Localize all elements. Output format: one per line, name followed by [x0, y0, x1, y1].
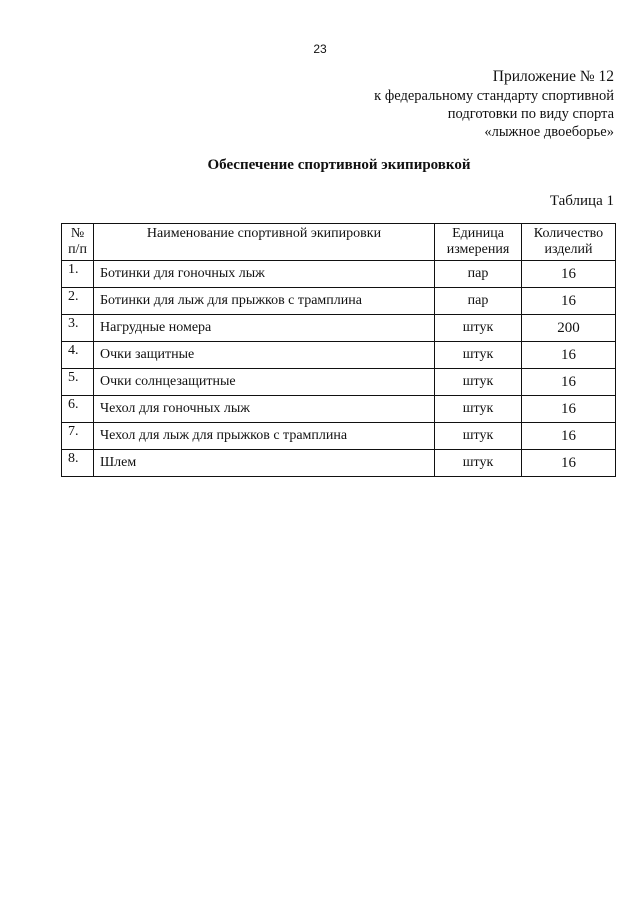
row-unit: штук — [435, 315, 522, 342]
appendix-number: Приложение № 12 — [492, 68, 614, 85]
row-name: Нагрудные номера — [94, 315, 435, 342]
row-number: 8. — [62, 450, 94, 477]
row-name: Шлем — [94, 450, 435, 477]
row-quantity: 16 — [522, 369, 616, 396]
row-unit: штук — [435, 450, 522, 477]
row-unit: штук — [435, 369, 522, 396]
header-number — [62, 224, 94, 261]
row-name: Чехол для лыж для прыжков с трамплина — [94, 423, 435, 450]
row-name: Ботинки для лыж для прыжков с трамплина — [94, 288, 435, 315]
row-number: 1. — [62, 261, 94, 288]
row-quantity: 200 — [522, 315, 616, 342]
row-number: 5. — [62, 369, 94, 396]
header-number-line-2: п/п — [68, 242, 87, 257]
table-row — [62, 342, 616, 369]
row-number: 4. — [62, 342, 94, 369]
row-quantity: 16 — [522, 396, 616, 423]
header-unit — [435, 224, 522, 261]
row-unit: пар — [435, 261, 522, 288]
table-header-row — [62, 224, 616, 261]
row-number: 2. — [62, 288, 94, 315]
row-name: Ботинки для гоночных лыж — [94, 261, 435, 288]
header-quantity-line-1: Количество — [533, 226, 604, 241]
table-row — [62, 315, 616, 342]
table-label: Таблица 1 — [549, 193, 614, 209]
table-row — [62, 261, 616, 288]
row-unit: штук — [435, 396, 522, 423]
row-unit: штук — [435, 423, 522, 450]
appendix-line-4: «лыжное двоеборье» — [484, 124, 614, 140]
row-name: Очки защитные — [94, 342, 435, 369]
row-name: Чехол для гоночных лыж — [94, 396, 435, 423]
header-unit-line-1: Единица — [452, 226, 504, 241]
appendix-block — [254, 68, 614, 141]
table-row — [62, 450, 616, 477]
row-number: 6. — [62, 396, 94, 423]
row-quantity: 16 — [522, 423, 616, 450]
row-name: Очки солнцезащитные — [94, 369, 435, 396]
row-quantity: 16 — [522, 342, 616, 369]
document-title: Обеспечение спортивной экипировкой — [207, 157, 471, 173]
header-quantity — [522, 224, 616, 261]
table-row — [62, 396, 616, 423]
row-number: 7. — [62, 423, 94, 450]
appendix-line-2: к федеральному стандарту спортивной — [374, 88, 614, 104]
page-number: 23 — [313, 42, 327, 56]
header-unit-line-2: измерения — [446, 242, 510, 257]
row-unit: штук — [435, 342, 522, 369]
appendix-line-3: подготовки по виду спорта — [447, 106, 614, 122]
equipment-table — [61, 223, 616, 477]
table-row — [62, 423, 616, 450]
header-quantity-line-2: изделий — [544, 242, 593, 257]
header-name: Наименование спортивной экипировки — [94, 224, 435, 261]
row-number: 3. — [62, 315, 94, 342]
table-row — [62, 369, 616, 396]
table-row — [62, 288, 616, 315]
row-quantity: 16 — [522, 261, 616, 288]
row-unit: пар — [435, 288, 522, 315]
header-number-line-1: № — [70, 226, 85, 241]
row-quantity: 16 — [522, 450, 616, 477]
row-quantity: 16 — [522, 288, 616, 315]
